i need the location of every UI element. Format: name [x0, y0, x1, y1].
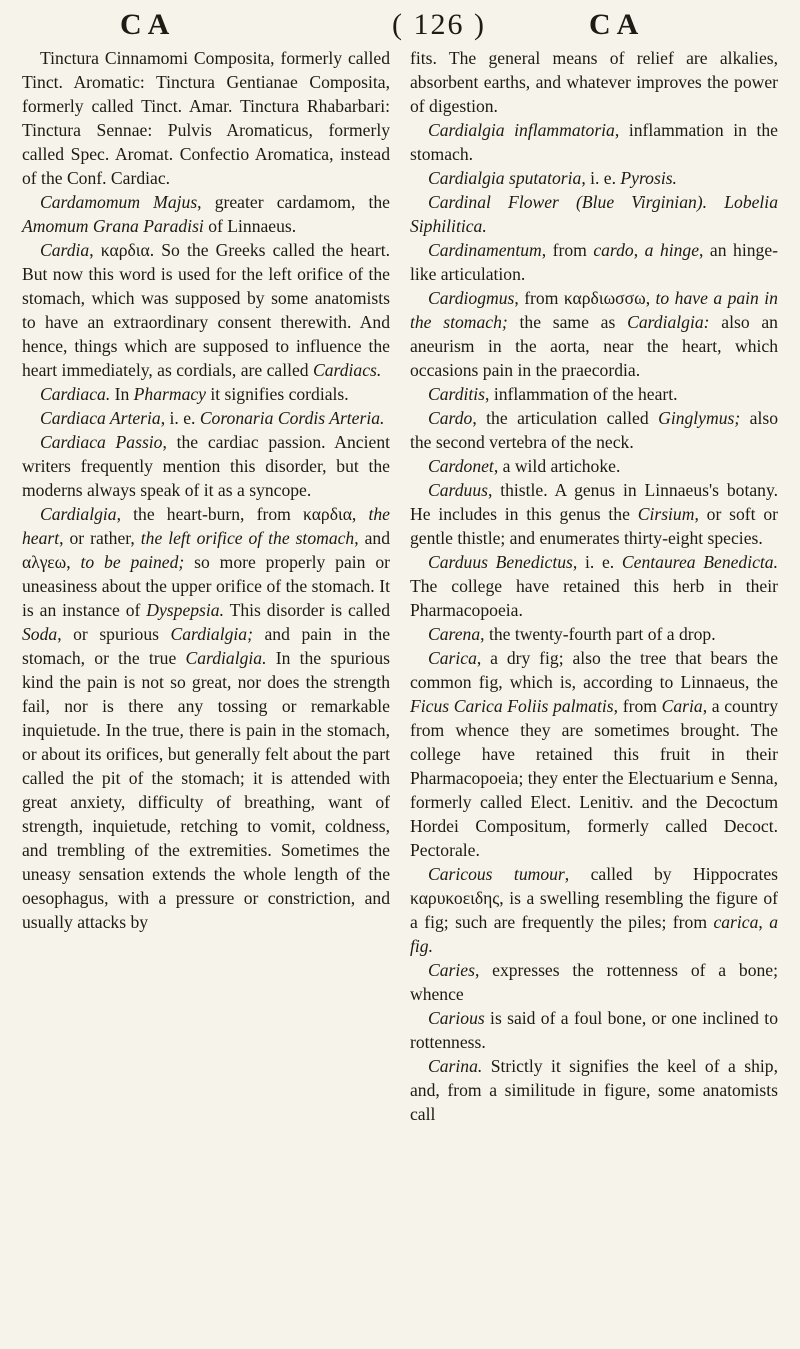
entry-text: , a country from whence they are sometimes brought. The college have retained this fruit in their Pharmacopoeia; they enter the Electuarium e Senna, formerly called Elect. Lenitiv. and the Decoctum Hordei Compositum, formerly called Decoct. Pectorale.	[410, 696, 778, 860]
entry-text: , i. e.	[160, 408, 200, 428]
italic-term: Lobelia Siphilitica.	[410, 192, 778, 236]
entry-paragraph	[22, 502, 390, 934]
entry-paragraph	[410, 622, 778, 646]
italic-term: Pyrosis.	[620, 168, 677, 188]
right-column	[410, 46, 778, 1126]
entry-text: , i. e.	[572, 552, 622, 572]
italic-term: Ginglymus;	[658, 408, 741, 428]
entry-text: also the second vertebra of the neck.	[410, 408, 778, 452]
entry-paragraph	[410, 862, 778, 958]
italic-term: Cirsium	[637, 504, 695, 524]
entry-text: , i. e.	[581, 168, 621, 188]
italic-term: cardo	[593, 240, 634, 260]
header-left-guide: CA	[120, 8, 176, 41]
entry-text: In	[110, 384, 134, 404]
italic-term: carica	[713, 912, 759, 932]
italic-term: a fig.	[410, 912, 779, 956]
entry-text: , called by Hippocrates καρυκοειδης, is a swelling resembling the figure of a fig; such are frequently the piles; from	[410, 864, 778, 932]
entry-paragraph	[410, 454, 778, 478]
italic-term: Cardo	[428, 408, 473, 428]
entry-paragraph	[410, 286, 778, 382]
entry-text: , greater cardamom, the	[197, 192, 390, 212]
entry-paragraph	[22, 430, 390, 502]
italic-term: Cardiacs.	[312, 360, 382, 380]
entry-text: , a dry fig; also the tree that bears the common fig, which is, according to Linnaeus, the	[410, 648, 778, 692]
entry-text: , καρδια. So the Greeks called the heart. But now this word is used for the left orifice of the stomach, which was supposed by some anatomists to have an extraordinary consent therewith. And hence, things which are supposed to influence the heart immediately, as cordials, are called	[22, 240, 390, 380]
italic-term: Caries	[428, 960, 475, 980]
entry-paragraph	[410, 46, 778, 118]
italic-term: to be pained;	[80, 552, 185, 572]
entry-text: , inflammation in the stomach.	[410, 120, 778, 164]
entry-text: , an hinge-like articulation.	[410, 240, 778, 284]
entry-text: This disorder is called	[224, 600, 390, 620]
entry-text: Strictly it signifies the keel of a ship, and, from a similitude in figure, some anatomists call	[410, 1056, 778, 1124]
entry-text: The college have retained this herb in their Pharmacopoeia.	[410, 576, 778, 620]
entry-paragraph	[22, 46, 390, 190]
entry-paragraph	[410, 550, 778, 622]
entry-paragraph	[410, 1006, 778, 1054]
italic-term: Cardialgia:	[627, 312, 710, 332]
italic-term: to have a pain in the stomach;	[410, 288, 778, 332]
italic-term: Amomum Grana Paradisi	[22, 216, 204, 236]
entry-paragraph	[410, 646, 778, 862]
entry-text	[707, 192, 724, 212]
entry-text: so more properly pain or uneasiness about the upper orifice of the stomach. It is an instance of	[22, 552, 390, 620]
italic-term: Soda	[22, 624, 58, 644]
text-columns	[22, 46, 778, 1126]
entry-paragraph	[410, 166, 778, 190]
entry-paragraph	[410, 382, 778, 406]
italic-term: Pharmacy	[133, 384, 206, 404]
entry-text: , from	[613, 696, 662, 716]
italic-term: Caria	[661, 696, 703, 716]
entry-text: , expresses the rottenness of a bone; whence	[410, 960, 778, 1004]
italic-term: Cardiaca.	[40, 384, 111, 404]
entry-paragraph	[410, 1054, 778, 1126]
italic-term: the left orifice of the stomach	[140, 528, 355, 548]
entry-paragraph	[22, 382, 390, 406]
entry-paragraph	[410, 478, 778, 550]
italic-term: Cardonet	[428, 456, 494, 476]
entry-paragraph	[22, 190, 390, 238]
italic-term: Cardinamentum	[428, 240, 542, 260]
entry-paragraph	[410, 406, 778, 454]
entry-text: it signifies cordials.	[205, 384, 349, 404]
entry-text: In the spurious kind the pain is not so great, nor does the strength fail, nor is there any tossing or remarkable inquietude. In the true, there is pain in the stomach, or about its orifices, but generally felt about the part called the pit of the stomach; it is attended with great anxiety, difficulty of breathing, want of strength, inquietude, retching to vomit, coldness, and trembling of the extremities. Sometimes the uneasy sensation extends the whole length of the oesophagus, with a pressure or constriction, and usually attacks by	[22, 648, 390, 932]
page-number: ( 126 )	[392, 8, 486, 41]
entry-text: is said of a foul bone, or one inclined to rottenness.	[410, 1008, 778, 1052]
entry-text: the same as	[507, 312, 628, 332]
entry-text: , or soft or gentle thistle; and enumerates thirty-eight species.	[410, 504, 778, 548]
entry-text: , from	[541, 240, 594, 260]
entry-paragraph	[22, 406, 390, 430]
italic-term: Carica	[428, 648, 477, 668]
italic-term: Cardialgia	[40, 504, 117, 524]
italic-term: Carditis	[428, 384, 486, 404]
italic-term: Cardiaca Arteria	[40, 408, 161, 428]
entry-text: , a wild artichoke.	[493, 456, 621, 476]
italic-term: Carina.	[428, 1056, 483, 1076]
italic-term: Cardialgia;	[170, 624, 253, 644]
italic-term: Cardiaca Passio	[40, 432, 163, 452]
entry-paragraph	[410, 958, 778, 1006]
italic-term: Carena	[428, 624, 481, 644]
entry-text: , or rather,	[59, 528, 141, 548]
entry-text: , inflammation of the heart.	[485, 384, 678, 404]
entry-paragraph	[410, 190, 778, 238]
italic-term: Cardamomum Majus	[40, 192, 198, 212]
entry-paragraph	[410, 238, 778, 286]
italic-term: a hinge	[644, 240, 700, 260]
left-column	[22, 46, 390, 1126]
entry-text: , and αλγεω,	[22, 528, 390, 572]
italic-term: Ficus Carica Foliis palmatis	[410, 696, 614, 716]
running-header	[22, 8, 778, 46]
entry-text: , the cardiac passion. Ancient writers frequently mention this disorder, but the moderns always speak of it as a syncope.	[22, 432, 391, 500]
entry-text: of Linnaeus.	[203, 216, 297, 236]
entry-text: , from καρδιωσσω,	[514, 288, 656, 308]
italic-term: Coronaria Cordis Arteria.	[199, 408, 385, 428]
entry-text: , the twenty-fourth part of a drop.	[480, 624, 716, 644]
italic-term: Carduus	[428, 480, 488, 500]
entry-paragraph	[410, 118, 778, 166]
entry-text: ,	[758, 912, 770, 932]
italic-term: Cardiogmus	[428, 288, 515, 308]
entry-text: , thistle. A genus in Linnaeus's botany. He includes in this genus the	[410, 480, 778, 524]
italic-term: the heart	[22, 504, 390, 548]
entry-text: also an aneurism in the aorta, near the heart, which occasions pain in the praecordia.	[410, 312, 778, 380]
entry-text: Tinctura Cinnamomi Composita, formerly called Tinct. Aromatic: Tinctura Gentianae Composita, formerly called Tinct. Amar. Tinctura Rhabarbari: Tinctura Sennae: Pulvis Aromaticus, formerly called Spec. Aromat. Confectio Aromatica, instead of the Conf. Cardiac.	[22, 48, 390, 188]
entry-text: , the articulation called	[472, 408, 659, 428]
italic-term: Cardinal Flower (Blue Virginian).	[428, 192, 708, 212]
entry-paragraph	[22, 238, 390, 382]
italic-term: Carious	[428, 1008, 485, 1028]
italic-term: Cardialgia.	[185, 648, 267, 668]
entry-text: ,	[633, 240, 645, 260]
entry-text: fits. The general means of relief are alkalies, absorbent earths, and whatever improves the power of digestion.	[410, 48, 778, 116]
italic-term: Caricous tumour	[428, 864, 565, 884]
header-right-guide: CA	[589, 8, 645, 41]
italic-term: Dyspepsia.	[146, 600, 224, 620]
italic-term: Carduus Benedictus	[428, 552, 573, 572]
entry-text: , or spurious	[57, 624, 171, 644]
italic-term: Centaurea Benedicta.	[621, 552, 778, 572]
entry-text: and pain in the stomach, or the true	[22, 624, 390, 668]
italic-term: Cardialgia inflammatoria	[428, 120, 615, 140]
italic-term: Cardia	[40, 240, 90, 260]
italic-term: Cardialgia sputatoria	[428, 168, 582, 188]
entry-text: , the heart-burn, from καρδια,	[116, 504, 369, 524]
